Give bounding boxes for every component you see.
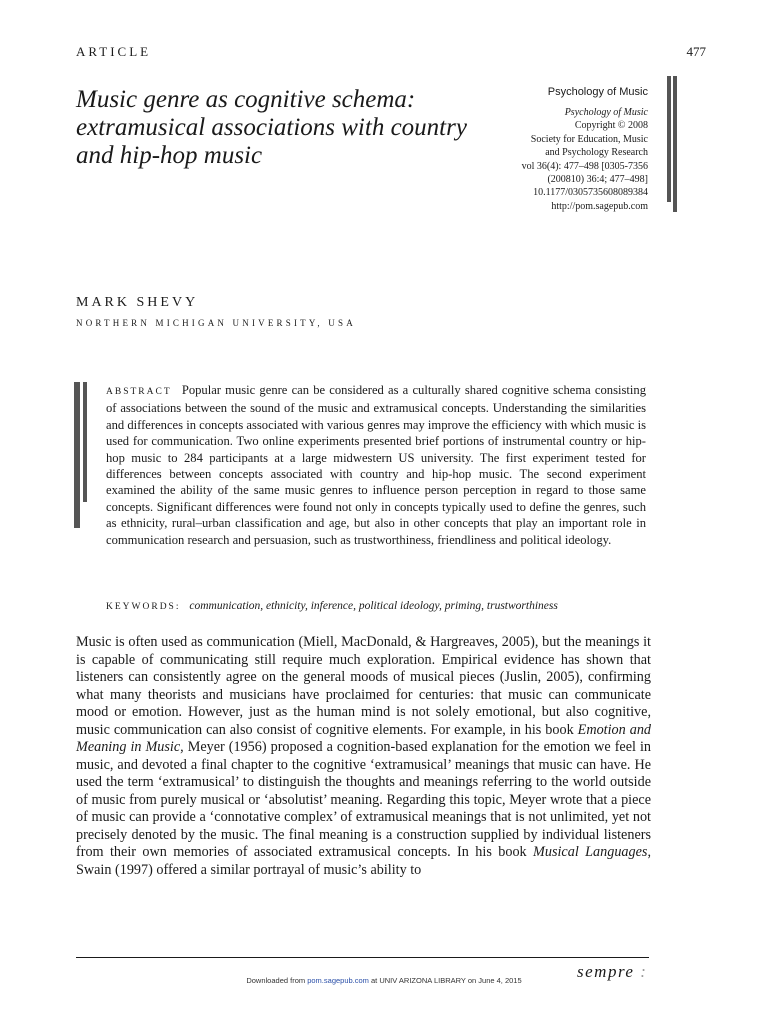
- journal-info: [408, 86, 648, 213]
- decorative-bar: [83, 382, 87, 502]
- journal-name: Psychology of Music: [547, 86, 648, 98]
- book-title: Musical Languages: [533, 844, 648, 860]
- book-title: Emotion and Meaning in Music: [76, 721, 652, 755]
- author-name: MARK SHEVY: [76, 295, 199, 310]
- decorative-bar: [667, 76, 671, 202]
- body-text-part: , Swain (1997) offered a similar portrayal of music’s ability to: [76, 844, 651, 878]
- journal-meta-line: (200810) 36:4; 477–498]: [547, 174, 648, 186]
- journal-meta-line: Society for Education, Music: [530, 133, 648, 145]
- journal-meta-line: Psychology of Music: [564, 107, 648, 118]
- keywords-list: communication, ethnicity, inference, political ideology, priming, trustworthiness: [189, 600, 558, 612]
- download-prefix: Downloaded from: [246, 976, 308, 985]
- article-title: Music genre as cognitive schema: extramusical associations with country and hip-hop music: [76, 86, 467, 169]
- download-notice: [0, 976, 768, 985]
- download-suffix: at UNIV ARIZONA LIBRARY on June 4, 2015: [368, 976, 522, 985]
- body-paragraph: [76, 634, 651, 879]
- page-number: 477: [686, 44, 706, 59]
- author-affiliation: NORTHERN MICHIGAN UNIVERSITY, USA: [76, 318, 356, 328]
- abstract-text: Popular music genre can be considered as a culturally shared cognitive schema consisting of associations between the sound of the music and extramusical concepts. Understanding the similarities and differences in concepts associated with various genres may improve the efficiency with which music is used for communication. Two online experiments presented brief portions of instrumental country or hip-hop music to 284 participants at a large midwestern US university. The first experiment tested for differences between concepts associated with country and hip-hop music. The second experiment examined the ability of the same music genres to influence person perception in regard to those same concepts. Significant differences were found not only in concepts typically used to define the genres, such as ethnicity, rural–urban classification and age, but also in other concepts that play an important role in communication research and persuasion, such as trustworthiness, friendliness and political ideology.: [106, 383, 646, 547]
- journal-meta-line: http://pom.sagepub.com: [551, 200, 648, 212]
- section-label: ARTICLE: [76, 44, 152, 59]
- abstract-label: ABSTRACT: [106, 387, 172, 397]
- decorative-bar: [74, 382, 80, 528]
- body-text-part: , Meyer (1956) proposed a cognition-based explanation for the emotion we feel in music, and devoted a final chapter to the cognitive ‘extramusical’ meanings that music can have. He used the term ‘extramusical’ to distinguish the thoughts and meanings referring to the world outside of music from purely musical or ‘absolutist’ meaning. Regarding this topic, Meyer wrote that a piece of music can provide a ‘connotative complex’ of extramusical meanings that is not unlimited, yet not precisely denoted by the music. The final meaning is a construction supplied by individual listeners from their own memories of associated extramusical concepts. In his book: [76, 739, 652, 860]
- download-link[interactable]: pom.sagepub.com: [307, 976, 369, 985]
- journal-meta-line: vol 36(4): 477–498 [0305-7356: [521, 160, 648, 172]
- decorative-bar: [673, 76, 677, 212]
- body-text-part: Music is often used as communication (Miell, MacDonald, & Hargreaves, 2005), but the meanings it is capable of communicating still require much exploration. Empirical evidence has shown that listeners can consistently agree on the general moods of musical pieces (Juslin, 2005), confirming what many theorists and musicians have proclaimed for centuries: that music can communicate mood or emotion. However, just as the human mind is not solely emotional, but also cognitive, music communication can also consist of cognitive elements. For example, in his book: [76, 634, 651, 738]
- journal-meta-line: Copyright © 2008: [574, 120, 648, 132]
- keywords: [106, 600, 686, 612]
- journal-meta-line: 10.1177/0305735608089384: [533, 187, 648, 199]
- body-text: [76, 634, 651, 879]
- journal-meta-line: and Psychology Research: [545, 147, 648, 159]
- publisher-mark: :: [640, 962, 648, 981]
- abstract: [106, 382, 646, 548]
- footer-rule: [76, 957, 649, 958]
- publisher-name: sempre: [577, 962, 635, 981]
- keywords-label: KEYWORDS:: [106, 602, 181, 612]
